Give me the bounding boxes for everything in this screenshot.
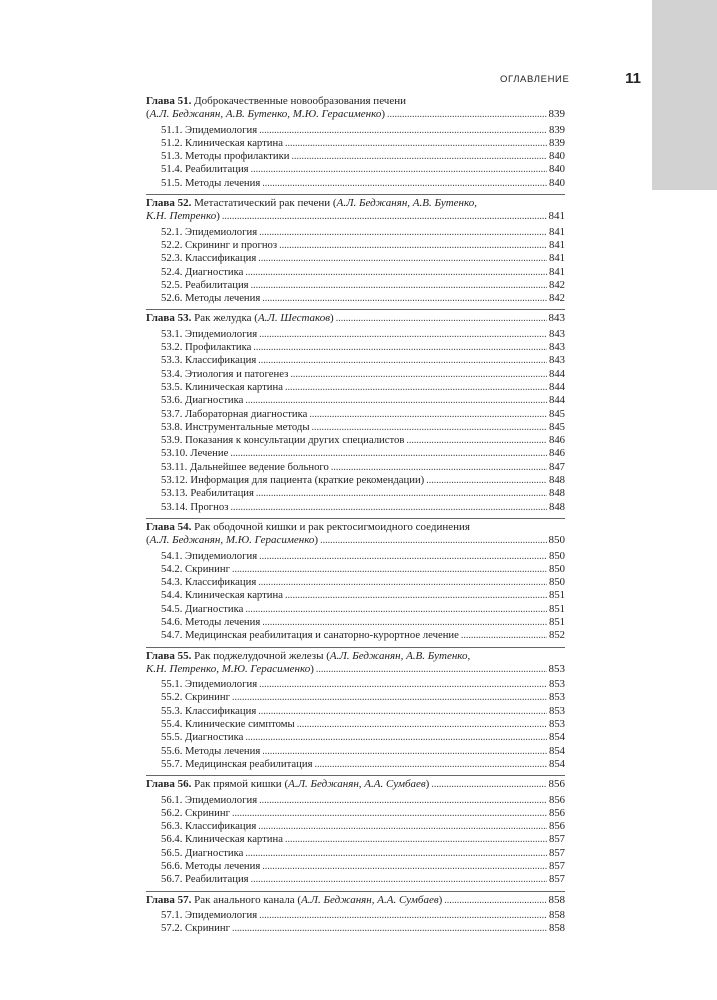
chapter-title-text (146, 95, 406, 108)
dot-leader (315, 758, 547, 771)
dot-leader (232, 691, 547, 704)
dot-leader (285, 589, 547, 602)
toc-entry-page: 857 (548, 846, 565, 859)
chapter-title: Метастатический рак печени ( (194, 197, 337, 210)
toc-entry-page: 853 (548, 718, 565, 731)
header-label: ОГЛАВЛЕНИЕ (500, 74, 570, 85)
dot-leader (262, 745, 547, 758)
chapter-number: Глава 53. (146, 312, 192, 325)
toc-entry[interactable] (146, 354, 565, 367)
toc-entry-label: 55.2. Скрининг (161, 691, 230, 704)
chapter-title-suffix: ) (438, 893, 443, 906)
toc-entry[interactable] (146, 589, 565, 602)
toc-entry-label: 51.1. Эпидемиология (161, 123, 258, 136)
chapter-heading (146, 95, 565, 122)
toc-entry-label: 52.1. Эпидемиология (161, 225, 258, 238)
toc-entry-page: 852 (548, 629, 565, 642)
dot-leader (285, 833, 547, 846)
dot-leader (259, 794, 547, 807)
chapter-title-suffix: ) (216, 210, 220, 223)
dot-leader (285, 137, 547, 150)
chapter-page-number: 843 (548, 312, 565, 325)
toc-entry-label: 55.3. Классификация (161, 704, 257, 717)
dot-leader (258, 820, 547, 833)
side-thumb-tab (652, 0, 717, 190)
running-header (500, 70, 641, 90)
dot-leader (297, 718, 547, 731)
dot-leader (245, 603, 547, 616)
toc-entry[interactable] (146, 718, 565, 731)
dot-leader (245, 847, 547, 860)
toc-entry-label: 52.3. Классификация (161, 252, 257, 265)
toc-entry-page: 842 (548, 278, 565, 291)
chapter-title-text (146, 663, 314, 676)
chapter-heading-line (146, 663, 565, 676)
toc-entry[interactable] (146, 745, 565, 758)
toc-entry-label: 54.5. Диагностика (161, 602, 244, 615)
dot-leader (259, 124, 547, 137)
dot-leader (259, 678, 547, 691)
dot-leader (251, 163, 547, 176)
dot-leader (387, 108, 546, 121)
chapter-number: Глава 52. (146, 197, 192, 210)
dot-leader (258, 354, 547, 367)
chapter-authors: К.Н. Петренко (146, 210, 217, 223)
chapter-heading-line (146, 210, 565, 223)
toc-entry-label: 51.2. Клиническая картина (161, 136, 283, 149)
dot-leader (431, 778, 546, 791)
toc-entry-page: 854 (548, 757, 565, 770)
toc-entry[interactable] (146, 678, 565, 691)
toc-entry-page: 843 (548, 354, 565, 367)
chapter-title: Доброкачественные новообразования печени (194, 95, 406, 107)
toc-entry-page: 845 (548, 420, 565, 433)
toc-entry[interactable] (146, 794, 565, 807)
table-of-contents (146, 95, 565, 940)
toc-entry-page: 844 (548, 367, 565, 380)
toc-entry-page: 840 (548, 150, 565, 163)
chapter-heading (146, 778, 565, 791)
chapter-title-suffix: ) (330, 312, 334, 325)
toc-entry-label: 53.8. Инструментальные методы (161, 420, 310, 433)
chapter-number: Глава 57. (146, 893, 192, 906)
toc-entry-page: 848 (548, 474, 565, 487)
toc-entry[interactable] (146, 807, 565, 820)
dot-leader (336, 312, 547, 325)
chapter-title: Рак поджелудочной железы ( (194, 649, 330, 662)
toc-entry-label: 53.7. Лабораторная диагностика (161, 407, 308, 420)
dot-leader (258, 252, 547, 265)
toc-entry-label: 54.7. Медицинская реабилитация и санаторно-курортное лечение (161, 629, 459, 642)
toc-entry[interactable] (146, 381, 565, 394)
chapter-authors: А.Л. Беджанян, А.А. Сумбаев (288, 778, 426, 791)
toc-entry[interactable] (146, 550, 565, 563)
chapter-title-text (146, 210, 220, 223)
toc-entry[interactable] (146, 328, 565, 341)
chapter-authors: А.Л. Беджанян, А.В. Бутенко, М.Ю. Герасименко (149, 108, 382, 121)
toc-entry[interactable] (146, 368, 565, 381)
dot-leader (262, 860, 547, 873)
toc-entry[interactable] (146, 758, 565, 771)
chapter-heading-line (146, 197, 565, 210)
chapter-page-number: 850 (548, 534, 565, 547)
dot-leader (230, 501, 547, 514)
dot-leader (290, 368, 547, 381)
chapter-block (146, 775, 565, 886)
toc-entry-page: 840 (548, 163, 565, 176)
toc-entry[interactable] (146, 292, 565, 305)
dot-leader (461, 629, 547, 642)
toc-entry-page: 854 (548, 731, 565, 744)
chapter-number: Глава 55. (146, 649, 192, 662)
dot-leader (245, 731, 547, 744)
toc-entry-label: 52.4. Диагностика (161, 265, 244, 278)
toc-entry[interactable] (146, 461, 565, 474)
chapter-page-number: 839 (548, 108, 565, 121)
dot-leader (426, 474, 547, 487)
toc-entry-label: 53.12. Информация для пациента (краткие рекомендации) (161, 474, 425, 487)
toc-entry-label: 56.3. Классификация (161, 820, 257, 833)
chapter-heading-line (146, 312, 565, 325)
toc-entry-page: 841 (548, 265, 565, 278)
chapter-number: Глава 51. (146, 95, 192, 107)
toc-entry[interactable] (146, 394, 565, 407)
toc-entry[interactable] (146, 731, 565, 744)
toc-entry-label: 54.6. Методы лечения (161, 615, 261, 628)
toc-entry-page: 851 (548, 589, 565, 602)
chapter-heading-line (146, 894, 565, 907)
dot-leader (279, 239, 547, 252)
toc-entry[interactable] (146, 691, 565, 704)
toc-entry-label: 53.6. Диагностика (161, 394, 244, 407)
chapter-block (146, 518, 565, 643)
dot-leader (258, 576, 547, 589)
dot-leader (316, 663, 547, 676)
toc-entry-label: 53.5. Клиническая картина (161, 380, 283, 393)
chapter-title-text (146, 521, 470, 534)
toc-entry[interactable] (146, 563, 565, 576)
toc-entry-page: 839 (548, 136, 565, 149)
toc-entry-page: 857 (548, 860, 565, 873)
toc-entry[interactable] (146, 847, 565, 860)
toc-entry-label: 56.5. Диагностика (161, 846, 244, 859)
dot-leader (331, 461, 547, 474)
toc-entry-page: 853 (548, 704, 565, 717)
toc-entry-page: 841 (548, 225, 565, 238)
toc-entry-page: 841 (548, 238, 565, 251)
chapter-title-text (146, 778, 429, 791)
dot-leader (251, 873, 547, 886)
dot-leader (262, 177, 547, 190)
toc-entry-label: 55.5. Диагностика (161, 731, 244, 744)
chapter-heading-line (146, 95, 565, 108)
chapter-heading-line (146, 521, 565, 534)
dot-leader (406, 434, 547, 447)
chapter-title: Рак желудка ( (194, 312, 258, 325)
chapter-heading-line (146, 108, 565, 121)
toc-entry-page: 850 (548, 562, 565, 575)
toc-entry-label: 56.4. Клиническая картина (161, 833, 283, 846)
toc-entry-label: 53.4. Этиология и патогенез (161, 367, 289, 380)
toc-entry-page: 843 (548, 327, 565, 340)
toc-entry-label: 57.2. Скрининг (161, 922, 230, 935)
toc-entry-page: 839 (548, 123, 565, 136)
toc-entry[interactable] (146, 909, 565, 922)
toc-entry-page: 847 (548, 460, 565, 473)
chapter-authors: А.Л. Шестаков (257, 312, 331, 325)
chapter-page-number: 858 (548, 893, 565, 906)
dot-leader (285, 381, 547, 394)
toc-entry[interactable] (146, 279, 565, 292)
toc-entry-page: 857 (548, 833, 565, 846)
dot-leader (259, 550, 547, 563)
toc-entry-label: 51.4. Реабилитация (161, 163, 249, 176)
toc-entry[interactable] (146, 922, 565, 935)
chapter-block (146, 647, 565, 772)
toc-entry[interactable] (146, 408, 565, 421)
chapter-heading (146, 197, 565, 224)
chapter-heading (146, 894, 565, 907)
toc-entry-label: 52.6. Методы лечения (161, 292, 261, 305)
toc-entry-label: 53.3. Классификация (161, 354, 257, 367)
toc-entry-page: 851 (548, 615, 565, 628)
chapter-authors: А.Л. Беджанян, А.В. Бутенко, (329, 649, 471, 662)
dot-leader (259, 328, 547, 341)
chapter-authors: А.Л. Беджанян, А.В. Бутенко, (336, 197, 477, 210)
dot-leader (245, 394, 547, 407)
chapter-heading-line (146, 650, 565, 663)
toc-entry[interactable] (146, 177, 565, 190)
toc-entry-page: 853 (548, 691, 565, 704)
toc-entry[interactable] (146, 252, 565, 265)
chapter-title: Рак анального канала ( (194, 893, 302, 906)
toc-entry[interactable] (146, 501, 565, 514)
dot-leader (232, 563, 547, 576)
toc-entry-label: 55.6. Методы лечения (161, 744, 261, 757)
toc-entry-page: 858 (548, 908, 565, 921)
dot-leader (259, 226, 547, 239)
chapter-title: Рак ободочной кишки и рак ректосигмоидного соединения (194, 520, 470, 533)
toc-entry-label: 53.14. Прогноз (161, 500, 229, 513)
toc-entry[interactable] (146, 860, 565, 873)
toc-entry[interactable] (146, 447, 565, 460)
toc-entry-page: 846 (548, 447, 565, 460)
toc-entry[interactable] (146, 576, 565, 589)
toc-entry[interactable] (146, 341, 565, 354)
dot-leader (232, 807, 547, 820)
toc-entry-label: 51.3. Методы профилактики (161, 150, 290, 163)
chapter-title-suffix: ) (425, 778, 430, 791)
chapter-title-text (146, 197, 477, 210)
chapter-title-text (146, 312, 334, 325)
toc-entry[interactable] (146, 705, 565, 718)
chapter-title: ( (146, 108, 150, 121)
toc-entry[interactable] (146, 474, 565, 487)
toc-entry[interactable] (146, 873, 565, 886)
dot-leader (253, 341, 547, 354)
chapter-page-number: 841 (548, 210, 565, 223)
toc-entry-page: 846 (548, 434, 565, 447)
page-number: 11 (625, 70, 641, 87)
chapter-title-text (146, 894, 442, 907)
toc-entry-label: 55.1. Эпидемиология (161, 678, 258, 691)
chapter-title-suffix: ) (310, 662, 314, 675)
toc-entry-page: 843 (548, 341, 565, 354)
dot-leader (245, 266, 547, 279)
toc-entry-label: 54.1. Эпидемиология (161, 549, 258, 562)
toc-entry-label: 54.4. Клиническая картина (161, 589, 283, 602)
toc-entry-label: 52.2. Скрининг и прогноз (161, 238, 278, 251)
toc-entry-page: 854 (548, 744, 565, 757)
toc-entry[interactable] (146, 150, 565, 163)
dot-leader (230, 447, 547, 460)
toc-entry[interactable] (146, 239, 565, 252)
toc-entry-page: 844 (548, 380, 565, 393)
toc-entry-label: 56.7. Реабилитация (161, 873, 249, 886)
toc-entry-page: 856 (548, 793, 565, 806)
toc-entry-label: 56.1. Эпидемиология (161, 793, 258, 806)
toc-entry[interactable] (146, 629, 565, 642)
chapter-heading (146, 312, 565, 325)
toc-entry[interactable] (146, 616, 565, 629)
toc-entry-label: 56.6. Методы лечения (161, 860, 261, 873)
toc-entry-page: 851 (548, 602, 565, 615)
dot-leader (222, 210, 547, 223)
dot-leader (259, 909, 547, 922)
chapter-authors: К.Н. Петренко, М.Ю. Герасименко (146, 662, 311, 675)
dot-leader (262, 616, 547, 629)
dot-leader (312, 421, 547, 434)
chapter-title: ( (146, 534, 150, 547)
chapter-heading (146, 650, 565, 677)
chapter-page-number: 853 (548, 662, 565, 675)
toc-entry-label: 52.5. Реабилитация (161, 278, 249, 291)
chapter-title-text (146, 108, 385, 121)
toc-entry-label: 54.2. Скрининг (161, 562, 230, 575)
toc-entry[interactable] (146, 124, 565, 137)
toc-entry-label: 55.7. Медицинская реабилитация (161, 757, 313, 770)
toc-entry[interactable] (146, 266, 565, 279)
dot-leader (262, 292, 547, 305)
dot-leader (309, 408, 547, 421)
toc-entry-page: 857 (548, 873, 565, 886)
dot-leader (232, 922, 547, 935)
chapter-title-text (146, 534, 318, 547)
toc-entry-label: 56.2. Скрининг (161, 806, 230, 819)
toc-entry-page: 856 (548, 806, 565, 819)
chapter-title-text (146, 650, 470, 663)
toc-entry-page: 850 (548, 549, 565, 562)
toc-entry-page: 856 (548, 820, 565, 833)
toc-entry[interactable] (146, 421, 565, 434)
toc-entry-page: 841 (548, 252, 565, 265)
dot-leader (292, 150, 547, 163)
chapter-block (146, 194, 565, 305)
chapter-block (146, 891, 565, 936)
toc-entry-page: 848 (548, 500, 565, 513)
chapter-number: Глава 54. (146, 520, 192, 533)
toc-entry-page: 840 (548, 176, 565, 189)
toc-entry[interactable] (146, 487, 565, 500)
toc-entry-page: 858 (548, 922, 565, 935)
toc-entry-label: 51.5. Методы лечения (161, 176, 261, 189)
toc-entry-page: 844 (548, 394, 565, 407)
chapter-heading (146, 521, 565, 548)
toc-entry-label: 57.1. Эпидемиология (161, 908, 258, 921)
dot-leader (320, 534, 546, 547)
chapter-title-suffix: ) (381, 108, 386, 121)
toc-entry-label: 53.11. Дальнейшее ведение больного (161, 460, 329, 473)
toc-entry-page: 848 (548, 487, 565, 500)
chapter-block (146, 95, 565, 190)
chapter-authors: А.Л. Беджанян, М.Ю. Герасименко (149, 534, 315, 547)
toc-entry-page: 845 (548, 407, 565, 420)
toc-entry-label: 53.10. Лечение (161, 447, 229, 460)
toc-entry-page: 853 (548, 678, 565, 691)
chapter-heading-line (146, 778, 565, 791)
chapter-title-suffix: ) (314, 534, 319, 547)
chapter-title: Рак прямой кишки ( (194, 778, 289, 791)
toc-entry-label: 54.3. Классификация (161, 576, 257, 589)
chapter-page-number: 856 (548, 778, 565, 791)
toc-entry-label: 53.1. Эпидемиология (161, 327, 258, 340)
toc-entry-page: 842 (548, 292, 565, 305)
dot-leader (256, 487, 547, 500)
toc-entry[interactable] (146, 603, 565, 616)
chapter-authors: А.Л. Беджанян, А.А. Сумбаев (301, 893, 439, 906)
toc-entry[interactable] (146, 820, 565, 833)
toc-entry-page: 850 (548, 576, 565, 589)
dot-leader (258, 705, 547, 718)
chapter-heading-line (146, 534, 565, 547)
toc-entry[interactable] (146, 163, 565, 176)
dot-leader (251, 279, 547, 292)
toc-entry-label: 55.4. Клинические симптомы (161, 718, 295, 731)
toc-entry[interactable] (146, 137, 565, 150)
toc-entry-label: 53.13. Реабилитация (161, 487, 254, 500)
toc-entry[interactable] (146, 226, 565, 239)
toc-entry-label: 53.2. Профилактика (161, 341, 252, 354)
toc-entry[interactable] (146, 434, 565, 447)
chapter-block (146, 309, 565, 513)
chapter-number: Глава 56. (146, 778, 192, 791)
toc-entry-label: 53.9. Показания к консультации других специалистов (161, 434, 405, 447)
dot-leader (444, 894, 546, 907)
toc-entry[interactable] (146, 833, 565, 846)
